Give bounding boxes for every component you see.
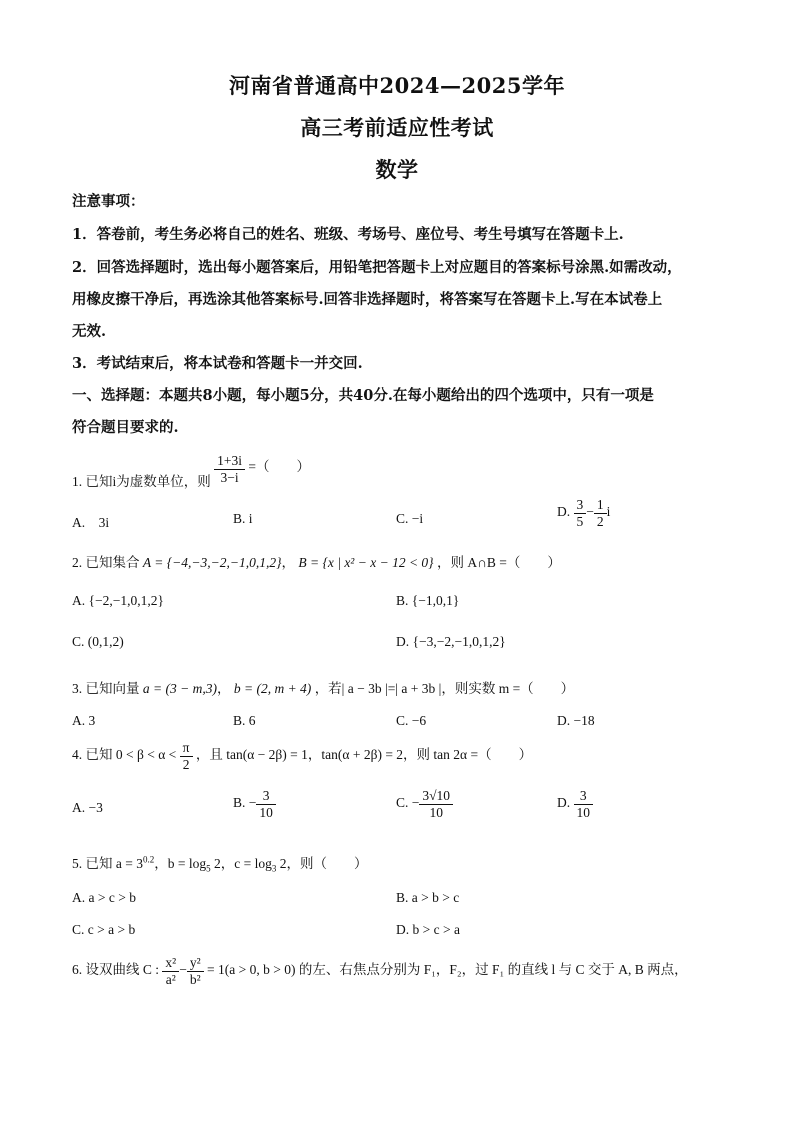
- question-6-stem: 6. 设双曲线 C : $\frac{\text{x²}}{\text{a²}}$ − $\frac{\text{y²}}{\text{b²}}$ = 1(a > 0, b > 0) 的左、右焦点分别为 F₁，F₂，过 F₁ 的直线 l 与 C 交于 A, B 两点，: [72, 955, 688, 987]
- q4-option-b: B. − $\frac{3}{10}$: [233, 788, 276, 820]
- q2-option-c: C. (0,1,2): [72, 634, 124, 649]
- q5-option-c: C. c > a > b: [72, 922, 136, 937]
- question-3-stem: 3. 已知向量 a = (3 − m,3)， b = (2, m + 4) ，若| a − 3b |=| a + 3b |，则实数 m =（ ）: [72, 681, 575, 696]
- exam-title-line2: 高三考前适应性考试: [300, 115, 494, 140]
- q5-option-b: B. a > b > c: [396, 890, 460, 905]
- q5-option-d: D. b > c > a: [396, 922, 460, 937]
- question-1-stem: 1. 已知i为虚数单位，则 $\frac{1+3i}{3-i}$ =（ ）: [72, 452, 311, 489]
- notice-item-1: 1．答卷前，考生务必将自己的姓名、班级、考场号、座位号、考生号填写在答题卡上.: [72, 226, 624, 243]
- notice-item-2-end: 无效.: [72, 323, 107, 340]
- q2-option-b: B. {−1,0,1}: [396, 593, 460, 608]
- q1-option-c: C. −i: [396, 511, 424, 526]
- exam-title-line1: 河南省普通高中2024—2025学年: [229, 73, 565, 98]
- question-4-stem: 4. 已知 0 < β < α < $\frac{\pi}{2}$ ，且 tan(α − 2β) = 1，tan(α + 2β) = 2，则 tan 2α =（ ）: [72, 740, 533, 772]
- notice-heading: 注意事项：: [72, 193, 145, 210]
- q3-option-c: C. −6: [396, 713, 427, 728]
- section-heading-line1: 一、选择题：本题共8小题，每小题5分，共40分.在每小题给出的四个选项中，只有一项是: [72, 387, 654, 404]
- notice-item-2: 2．回答选择题时，选出每小题答案后，用铅笔把答题卡上对应题目的答案标号涂黑.如需改动，: [72, 259, 682, 276]
- exam-subject: 数学: [375, 157, 419, 182]
- q2-option-d: D. {−3,−2,−1,0,1,2}: [396, 634, 506, 649]
- q1-option-b: B. i: [233, 511, 253, 526]
- question-1-fraction: $\frac{1+3i}{3-i}$: [214, 453, 245, 485]
- question-5-stem: 5. 已知 $a = 3^{0.2}$，$b = \log_5 2$，$c = \log_3 2$，则（ ）: [72, 854, 368, 874]
- q4-option-c: C. − $\frac{3√10}{10}$: [396, 788, 453, 820]
- q1-option-a: A. 3i: [72, 515, 110, 530]
- section-heading-line2: 符合题目要求的.: [72, 419, 179, 436]
- notice-item-3: 3．考试结束后，将本试卷和答题卡一并交回.: [72, 355, 363, 372]
- q3-option-d: D. −18: [557, 713, 595, 728]
- notice-item-2-cont: 用橡皮擦干净后，再选涂其他答案标号.回答非选择题时，将答案写在答题卡上.写在本试卷上: [72, 291, 663, 308]
- question-2-stem: 2. 已知集合 A = {−4,−3,−2,−1,0,1,2}， B = {x | x² − x − 12 < 0} ，则 A∩B =（ ）: [72, 555, 561, 570]
- q4-option-d: D. $\frac{3}{10}$: [557, 788, 593, 820]
- q3-option-b: B. 6: [233, 713, 256, 728]
- q2-option-a: A. {−2,−1,0,1,2}: [72, 593, 164, 608]
- q3-option-a: A. 3: [72, 713, 96, 728]
- q5-option-a: A. a > c > b: [72, 890, 136, 905]
- q4-option-a: A. −3: [72, 800, 103, 815]
- q1-option-d: D. $\frac{3}{5}$ − $\frac{1}{2}$ i: [557, 497, 611, 529]
